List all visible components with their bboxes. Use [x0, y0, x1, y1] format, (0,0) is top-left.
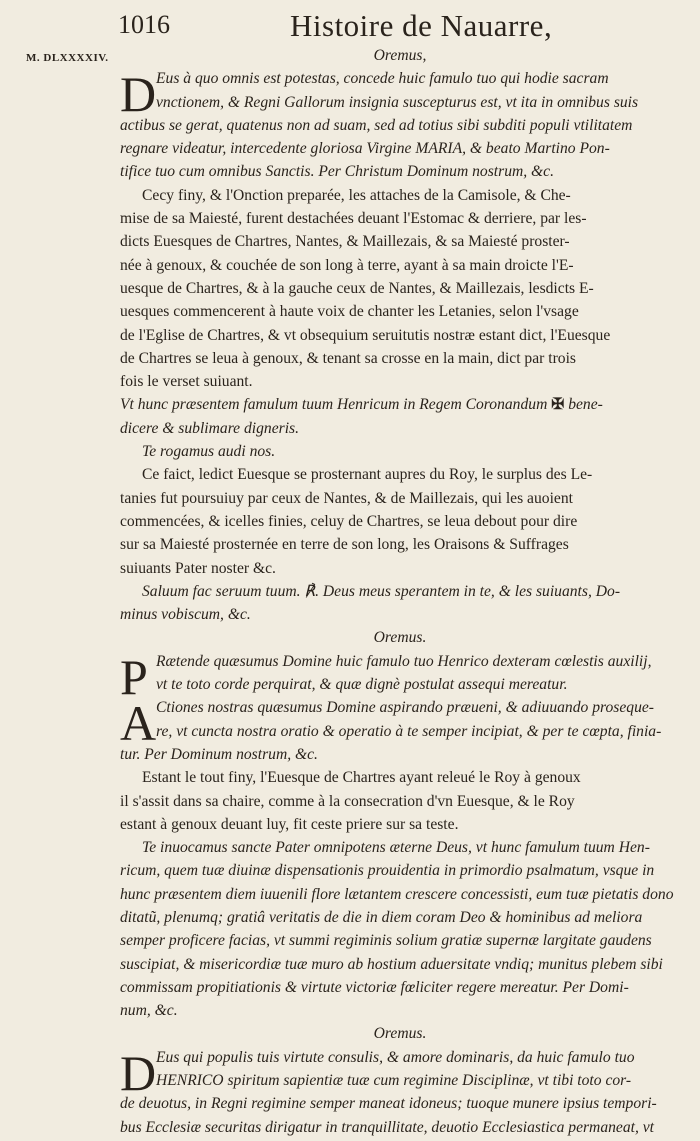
heading-oremus: Oremus.: [373, 1025, 427, 1043]
text-body: [120, 44, 680, 1139]
text-line: Te rogamus audi nos.: [142, 443, 276, 461]
text-line: hunc præsentem diem iuuenili flore lætantem crescere concessisti, eum tuæ pietatis dono: [120, 885, 674, 903]
text-line: commissam propitiationis & virtute victoriæ fœliciter regere mereatur. Per Domi-: [120, 978, 629, 996]
text-line-part: Vt hunc præsentem famulum tuum Henricum in Regem Coronandum: [120, 396, 548, 414]
text-line: actibus se gerat, quatenus non ad suam, sed ad totius sibi subditi populi vtilitatem: [120, 116, 633, 134]
heading-oremus: Oremus.: [373, 629, 427, 647]
text-line: suiuants Pater noster &c.: [120, 559, 276, 577]
text-line: Ctiones nostras quæsumus Domine aspirando præueni, & adiuuando proseque-: [156, 699, 655, 717]
text-line: estant à genoux deuant luy, fit ceste priere sur sa teste.: [120, 815, 459, 833]
text-line: Rætende quæsumus Domine huic famulo tuo Henrico dexteram cœlestis auxilij,: [156, 652, 652, 670]
text-line: ditatũ, plenumq; gratiâ veritatis de die in diem coram Deo & hominibus ad meliora: [120, 908, 643, 926]
text-line: minus vobiscum, &c.: [120, 606, 251, 624]
text-line: de deuotus, in Regni regimine semper maneat idoneus; tuoque munere ipsius tempori-: [120, 1095, 657, 1113]
text-line: re, vt cuncta nostra oratio & operatio à te semper incipiat, & per te cœpta, finia-: [156, 722, 662, 740]
text-line: Ce faict, ledict Euesque se prosternant aupres du Roy, le surplus des Le-: [142, 466, 593, 484]
text-line: suscipiat, & misericordiæ tuæ muro ab hostium aduersitate vndiq; munitus plebem sibi: [120, 955, 663, 973]
text-line: semper proficere facias, vt summi regiminis solium gratiæ supernæ largitate gaudens: [120, 932, 652, 950]
text-line: dicts Euesques de Chartres, Nantes, & Maillezais, & sa Maiesté proster-: [120, 233, 570, 251]
text-line: il s'assit dans sa chaire, comme à la consecration d'vn Euesque, & le Roy: [120, 792, 575, 810]
text-line: tur. Per Dominum nostrum, &c.: [120, 745, 318, 763]
text-line: uesque de Chartres, & à la gauche ceux de Nantes, & Maillezais, lesdicts E-: [120, 279, 594, 297]
text-line: vt te toto corde perquirat, & quæ dignè postulat assequi mereatur.: [156, 676, 568, 694]
text-line: dicere & sublimare digneris.: [120, 419, 300, 437]
text-line: sur sa Maiesté prosternée en terre de son long, les Oraisons & Suffrages: [120, 536, 569, 554]
drop-cap: D: [120, 66, 157, 123]
text-line: de l'Eglise de Chartres, & vt obsequium seruitutis nostræ estant dict, l'Euesque: [120, 326, 611, 344]
heading-oremus: Oremus,: [373, 47, 427, 64]
text-line: ricum, quem tuæ diuinæ dispensationis prouidentia in primordio psalmatum, vsque in: [120, 862, 655, 880]
running-title: Histoire de Nauarre,: [290, 8, 553, 43]
text-line: née à genoux, & couchée de son long à terre, ayant à sa main droicte l'E-: [120, 256, 574, 274]
drop-cap: A: [120, 695, 157, 752]
text-line: mise de sa Maiesté, furent destachées deuant l'Estomac & derriere, par les-: [120, 210, 587, 228]
text-line: tifice tuo cum omnibus Sanctis. Per Christum Dominum nostrum, &c.: [120, 163, 555, 181]
prayer-block-3: [120, 696, 680, 766]
prayer-block-4: [120, 1046, 680, 1139]
text-line: uesques commencerent à haute voix de chanter les Letanies, selon l'vsage: [120, 303, 579, 321]
text-line: HENRICO spiritum sapientiæ tuæ cum regimine Disciplinæ, vt tibi toto cor-: [156, 1072, 632, 1090]
text-line: Cecy finy, & l'Onction preparée, les attaches de la Camisole, & Che-: [142, 186, 571, 204]
text-line-part: bene-: [568, 396, 603, 414]
text-line: Eus à quo omnis est potestas, concede huic famulo tuo qui hodie sacram: [156, 70, 609, 88]
page-header: [118, 8, 690, 48]
prayer-block-1: [120, 67, 680, 183]
text-line: num, &c.: [120, 1002, 178, 1020]
cross-icon: ✠: [551, 396, 569, 414]
text-line: [120, 393, 680, 416]
text-line: Te inuocamus sancte Pater omnipotens æterne Deus, vt hunc famulum tuum Hen-: [142, 839, 650, 857]
drop-cap: D: [120, 1044, 157, 1101]
text-line: de Chartres se leua à genoux, & tenant sa crosse en la main, dict par trois: [120, 349, 576, 367]
page-number: 1016: [118, 10, 170, 39]
text-line: Estant le tout finy, l'Euesque de Chartres ayant releué le Roy à genoux: [142, 769, 581, 787]
text-line: vnctionem, & Regni Gallorum insignia suscepturus est, vt ita in omnibus suis: [156, 93, 639, 111]
text-line: Eus qui populis tuis virtute consulis, & amore dominaris, da huic famulo tuo: [156, 1048, 635, 1066]
prayer-block-2: [120, 648, 680, 705]
text-line: Saluum fac seruum tuum. ℟. Deus meus sperantem in te, & les suiuants, Do-: [142, 582, 621, 600]
text-line: fois le verset suiuant.: [120, 373, 253, 391]
text-line: regnare videatur, intercedente gloriosa Virgine MARIA, & beato Martino Pon-: [120, 140, 610, 158]
text-line: bus Ecclesiæ securitas dirigatur in tranquillitate, deuotio Ecclesiastica permaneat, vt: [120, 1118, 655, 1136]
text-line: tanies fut poursuiuy par ceux de Nantes, & de Maillezais, qui les auoient: [120, 489, 573, 507]
drop-cap: P: [120, 648, 148, 705]
text-line: commencées, & icelles finies, celuy de Chartres, se leua debout pour dire: [120, 512, 578, 530]
margin-note: M. DLXXXXIV.: [26, 52, 109, 64]
